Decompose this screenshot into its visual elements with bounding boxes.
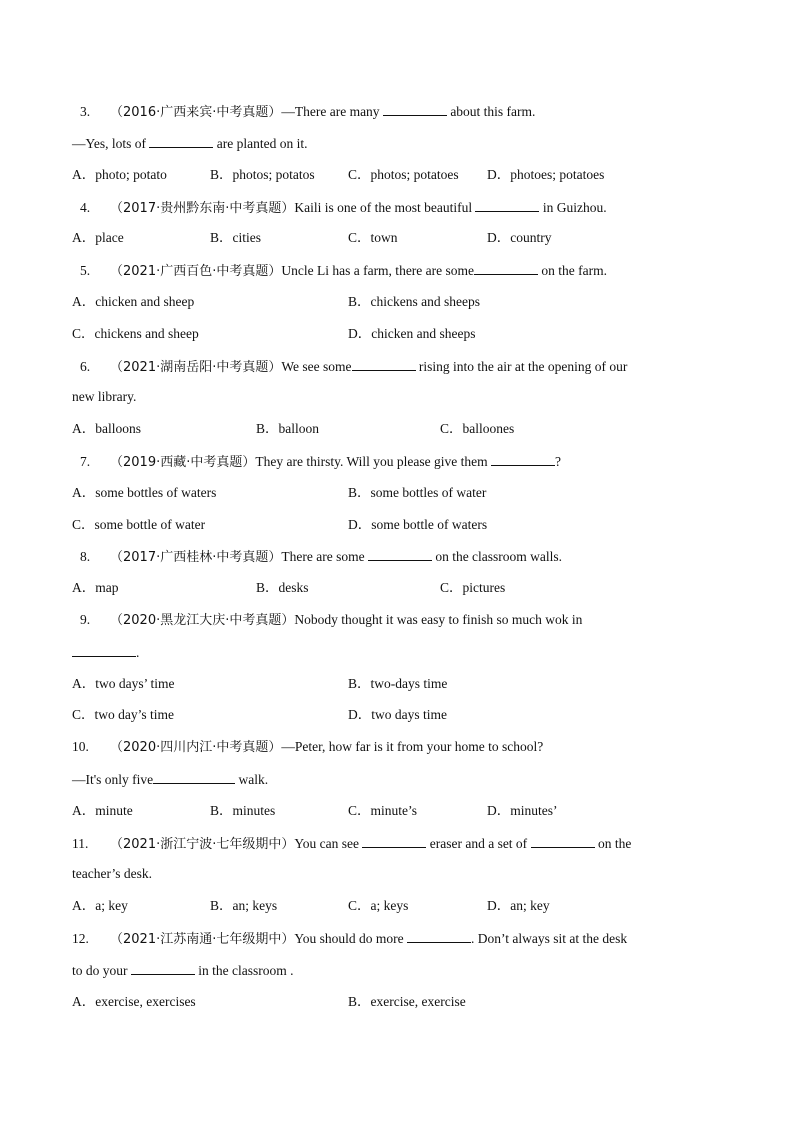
question-text: We see some [281, 359, 352, 374]
option-b[interactable]: B．two-days time [348, 676, 448, 691]
answer-blank[interactable] [407, 928, 471, 943]
question-number: 8. [80, 549, 91, 564]
question-text: —There are many [281, 104, 383, 119]
question-source: （2020·黑龙江大庆·中考真题） [110, 613, 295, 628]
question-text: to do your [72, 963, 131, 978]
option-a[interactable]: A．balloons [72, 421, 141, 436]
question-12-line2 [72, 960, 722, 981]
question-number: 6. [80, 359, 91, 374]
option-a[interactable]: A．a; key [72, 898, 128, 913]
question-text: —Peter, how far is it from your home to school? [281, 739, 544, 754]
option-d[interactable]: D．photoes; potatoes [487, 167, 605, 182]
question-source: （2016·广西来宾·中考真题） [110, 105, 282, 120]
question-text: There are some [281, 549, 368, 564]
question-text: —Yes, lots of [72, 136, 150, 151]
question-text: Nobody thought it was easy to finish so much wok in [294, 612, 583, 627]
option-c[interactable]: C．town [348, 230, 398, 245]
question-11-stem [72, 833, 722, 855]
answer-blank[interactable] [368, 546, 432, 561]
option-c[interactable]: C．minute’s [348, 803, 418, 818]
option-a[interactable]: A．some bottles of waters [72, 485, 217, 500]
question-source: （2020·四川内江·中考真题） [110, 740, 282, 755]
option-d[interactable]: D．some bottle of waters [348, 517, 488, 532]
option-a[interactable]: A．two days’ time [72, 676, 175, 691]
option-b[interactable]: B．photos; potatos [210, 167, 315, 182]
answer-blank[interactable] [131, 960, 195, 975]
question-text: are planted on it. [213, 136, 308, 151]
question-number: 5. [80, 263, 91, 278]
question-source: （2021·江苏南通·七年级期中） [110, 932, 295, 947]
answer-blank[interactable] [383, 101, 447, 116]
option-a[interactable]: A．place [72, 230, 124, 245]
answer-blank[interactable] [362, 833, 426, 848]
question-number: 3. [80, 104, 91, 119]
question-source: （2021·广西百色·中考真题） [110, 264, 282, 279]
question-9-line2 [72, 642, 722, 663]
option-b[interactable]: B．minutes [210, 803, 276, 818]
question-6-line2: new library. [72, 389, 137, 404]
answer-blank[interactable] [491, 451, 555, 466]
question-10-stem [72, 737, 722, 758]
question-number: 11. [72, 836, 89, 851]
question-7-stem [72, 451, 722, 473]
answer-blank[interactable] [474, 260, 538, 275]
question-text: on the classroom walls. [431, 549, 563, 564]
question-6-stem [72, 356, 722, 378]
question-text: ? [555, 454, 562, 469]
question-source: （2017·贵州黔东南·中考真题） [110, 201, 295, 216]
option-c[interactable]: C．some bottle of water [72, 517, 206, 532]
option-d[interactable]: D．an; key [487, 898, 550, 913]
option-c[interactable]: C．balloones [440, 421, 515, 436]
option-a[interactable]: A．photo; potato [72, 167, 167, 182]
option-c[interactable]: C．a; keys [348, 898, 409, 913]
option-a[interactable]: A．exercise, exercises [72, 994, 196, 1009]
question-text: Uncle Li has a farm, there are some [281, 263, 475, 278]
question-11-line2: teacher’s desk. [72, 866, 152, 881]
question-number: 12. [72, 931, 89, 946]
question-10-line2 [72, 769, 722, 790]
question-3-stem [72, 101, 722, 123]
question-text: . Don’t always sit at the desk [471, 931, 628, 946]
question-text: You should do more [294, 931, 407, 946]
question-number: 9. [80, 612, 91, 627]
option-b[interactable]: B．cities [210, 230, 261, 245]
question-number: 4. [80, 200, 91, 215]
option-b[interactable]: B．exercise, exercise [348, 994, 466, 1009]
question-text: about this farm. [446, 104, 536, 119]
question-text: on the farm. [538, 263, 608, 278]
option-c[interactable]: C．two day’s time [72, 707, 174, 722]
answer-blank[interactable] [153, 769, 235, 784]
question-source: （2017·广西桂林·中考真题） [110, 550, 282, 565]
option-d[interactable]: D．minutes’ [487, 803, 558, 818]
question-text: in Guizhou. [539, 200, 607, 215]
question-text: They are thirsty. Will you please give them [255, 454, 492, 469]
question-text: . [136, 645, 140, 660]
question-text: on the [594, 836, 632, 851]
question-source: （2021·浙江宁波·七年级期中） [110, 837, 295, 852]
answer-blank[interactable] [475, 197, 539, 212]
question-text: You can see [294, 836, 363, 851]
question-8-stem [72, 546, 722, 568]
question-text: in the classroom . [194, 963, 294, 978]
question-source: （2021·湖南岳阳·中考真题） [110, 360, 282, 375]
answer-blank[interactable] [531, 833, 595, 848]
question-5-stem [72, 260, 722, 282]
question-3-line2 [72, 133, 722, 154]
option-a[interactable]: A．map [72, 580, 119, 595]
question-number: 7. [80, 454, 91, 469]
option-b[interactable]: B．balloon [256, 421, 319, 436]
option-b[interactable]: B．an; keys [210, 898, 278, 913]
question-text: Kaili is one of the most beautiful [294, 200, 476, 215]
question-text: —It's only five [72, 772, 154, 787]
question-text: eraser and a set of [426, 836, 531, 851]
option-d[interactable]: D．two days time [348, 707, 447, 722]
option-d[interactable]: D．country [487, 230, 552, 245]
question-text: rising into the air at the opening of our [415, 359, 628, 374]
option-c[interactable]: C．chickens and sheep [72, 326, 199, 341]
question-4-stem [72, 197, 722, 219]
question-number: 10. [72, 739, 89, 754]
option-a[interactable]: A．minute [72, 803, 133, 818]
option-b[interactable]: B．desks [256, 580, 309, 595]
question-text: walk. [235, 772, 269, 787]
answer-blank[interactable] [352, 356, 416, 371]
question-9-stem [72, 610, 722, 631]
option-d[interactable]: D．chicken and sheeps [348, 326, 476, 341]
question-12-stem [72, 928, 722, 950]
option-b[interactable]: B．some bottles of water [348, 485, 487, 500]
option-c[interactable]: C．photos; potatoes [348, 167, 459, 182]
answer-blank[interactable] [149, 133, 213, 148]
option-b[interactable]: B．chickens and sheeps [348, 294, 480, 309]
question-source: （2019·西藏·中考真题） [110, 455, 256, 470]
answer-blank[interactable] [72, 642, 136, 657]
option-a[interactable]: A．chicken and sheep [72, 294, 195, 309]
option-c[interactable]: C．pictures [440, 580, 506, 595]
